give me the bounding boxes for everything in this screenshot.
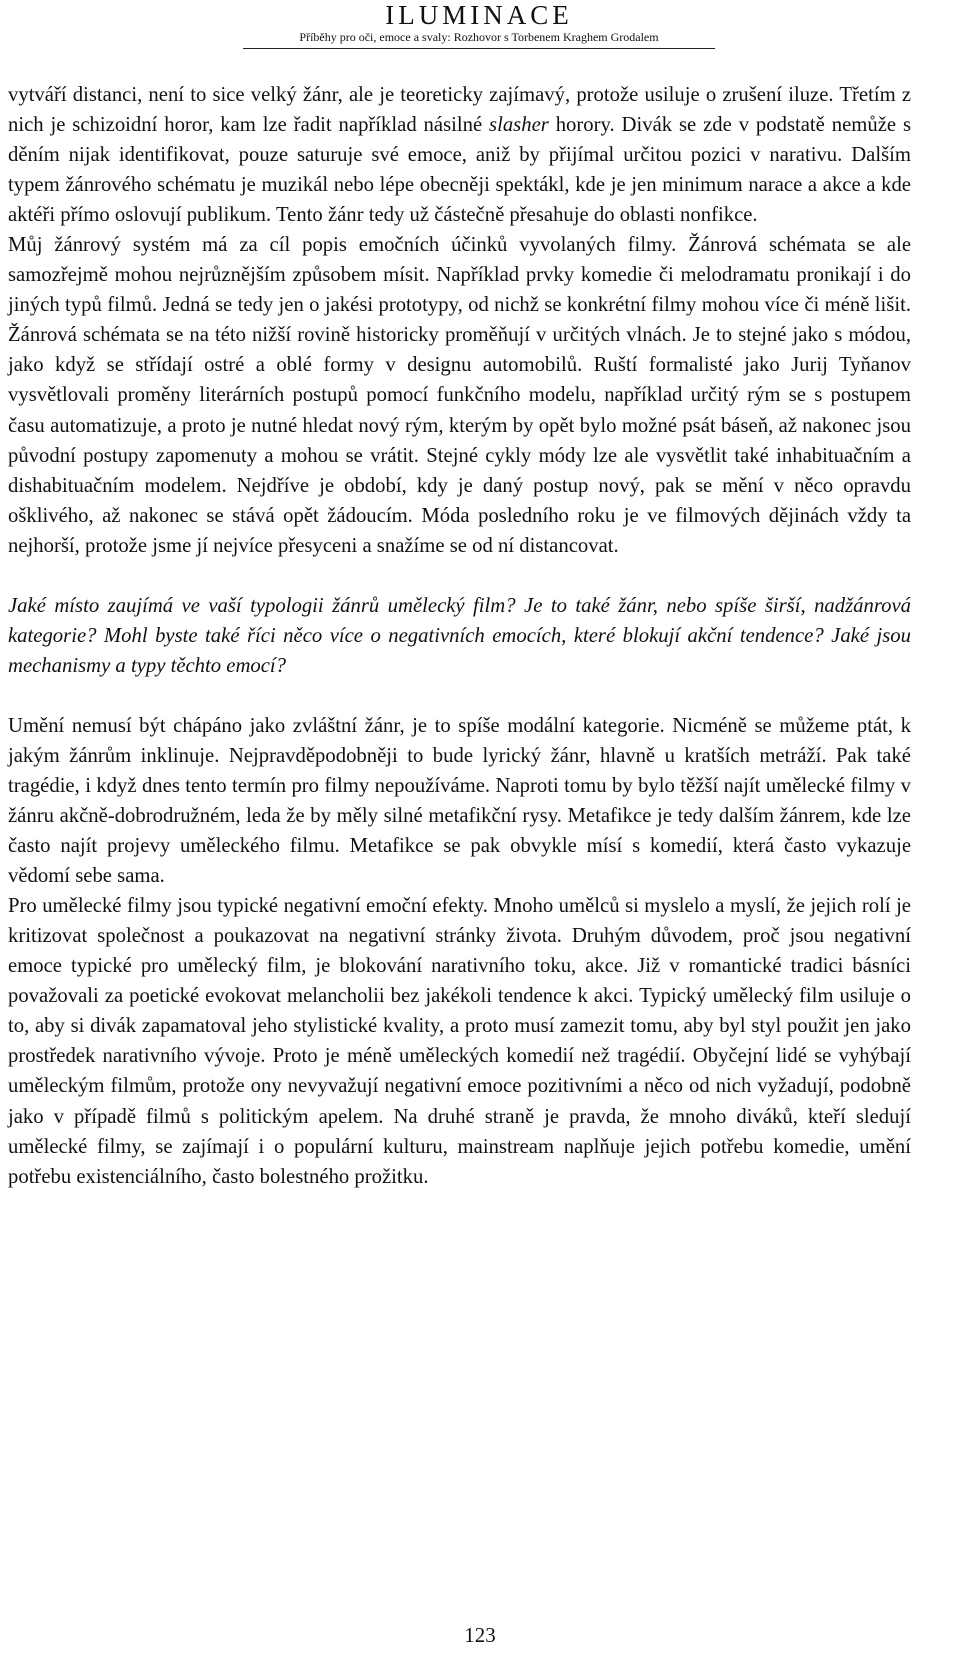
paragraph-4: Pro umělecké filmy jsou typické negativní emoční efekty. Mnoho umělců si myslelo a myslí, že jejich rolí je kritizovat společnost a poukazovat na negativní stránky života. Druhým důvodem, proč jsou negativní emoce typické pro umělecký film, je blokování narativního toku, akce. Již v romantické tradici básníci považovali za poetické evokovat melancholii bez jakékoli tendence k akci. Typický umělecký film usiluje o to, aby si divák zapamatoval jeho stylistické kvality, a proto musí zamezit tomu, aby byl styl použit jen jako prostředek narativního vývoje. Proto je méně uměleckých komedií než tragédií. Obyčejní lidé se vyhýbají uměleckým filmům, protože ony nevyvažují negativní emoce pozitivními a něco od nich vyžadují, podobně jako v případě filmů s politickým apelem. Na druhé straně je pravda, že mnoho diváků, kteří sledují umělecké filmy, se zajímají i o populární kulturu, mainstream naplňuje jejich potřebu komedie, umění potřebu existenciálního, často bolestného prožitku. — [8, 895, 911, 1188]
article-body — [8, 80, 911, 1192]
slasher-term: slasher — [489, 114, 549, 137]
paragraph-2: Můj žánrový systém má za cíl popis emočních účinků vyvolaných filmy. Žánrová schémata se ale samozřejmě mohou nejrůznějším způsobem mísit. Například prvky komedie či melodramatu pronikají i do jiných typů filmů. Jedná se tedy jen o jakési prototypy, od nichž se konkrétní filmy mohou více či méně lišit. Žánrová schémata se na této nižší rovině historicky proměňují v určitých vlnách. Je to stejné jako s módou, jako když se střídají ostré a oblé formy v designu automobilů. Ruští formalisté jako Jurij Tyňanov vysvětlovali proměny literárních postupů pomocí funkčního modelu, například určitý rým se s postupem času automatizuje, a proto je nutné hledat nový rým, kterým by opět bylo možné psát báseň, až nakonec jsou původní postupy zapomenuty a mohou se vrátit. Stejné cykly módy lze ale vysvětlit také inhabituačním a dishabituačním modelem. Nejdříve je období, kdy je daný postup nový, pak se mění v něco opravdu ošklivého, až nakonec se stává opět žádoucím. Móda posledního roku je ve filmových dějinách vždy ta nejhorší, protože jsme jí nejvíce přesyceni a snažíme se od ní distancovat. — [8, 234, 911, 557]
section-gap — [8, 561, 911, 591]
paragraph-1-text-start: vytváří distanci, není to sice velký žánr, ale je teoreticky zajímavý, protože usiluje o zrušení iluze. Třetím z nich je schizoidní horor, kam lze řadit například násilné — [8, 84, 911, 137]
interview-question: Jaké místo zaujímá ve vaší typologii žánrů umělecký film? Je to také žánr, nebo spíše širší, nadžánrová kategorie? Mohl byste také říci něco více o negativních emocích, které blokují akční tendence? Jaké jsou mechanismy a typy těchto emocí? — [8, 594, 911, 677]
journal-title: ILUMINACE — [385, 0, 573, 30]
page-number: 123 — [464, 1623, 496, 1647]
paragraph-1 — [8, 80, 911, 230]
paragraph-1-text-end: horory. Divák se zde v podstatě nemůže s děním nijak identifikovat, pouze saturuje své emoce, aniž by přijímal určitou pozici v narativu. Dalším typem žánrového schématu je muzikál nebo lépe obecněji spektákl, kde je jen minimum narace a akce a kde aktéři přímo oslovují publikum. Tento žánr tedy už částečně přesahuje do oblasti nonfikce. — [8, 114, 912, 227]
section-gap — [8, 681, 911, 711]
running-header — [243, 0, 715, 49]
paragraph-3: Umění nemusí být chápáno jako zvláštní žánr, je to spíše modální kategorie. Nicméně se můžeme ptát, k jakým žánrům inklinuje. Nejpravděpodobněji to bude lyrický žánr, hlavně u kratších metráží. Pak také tragédie, i když dnes tento termín pro filmy nepoužíváme. Naproti tomu by bylo těžší najít umělecké filmy v žánru akčně-dobrodružném, leda že by měly silné metafikční rysy. Metafikce je tedy dalším žánrem, kde lze často najít projevy uměleckého filmu. Metafikce se pak obvykle mísí s komedií, která často vykazuje vědomí sebe sama. — [8, 714, 911, 888]
article-subtitle: Příběhy pro oči, emoce a svaly: Rozhovor s Torbenem Kraghem Grodalem — [243, 30, 715, 49]
